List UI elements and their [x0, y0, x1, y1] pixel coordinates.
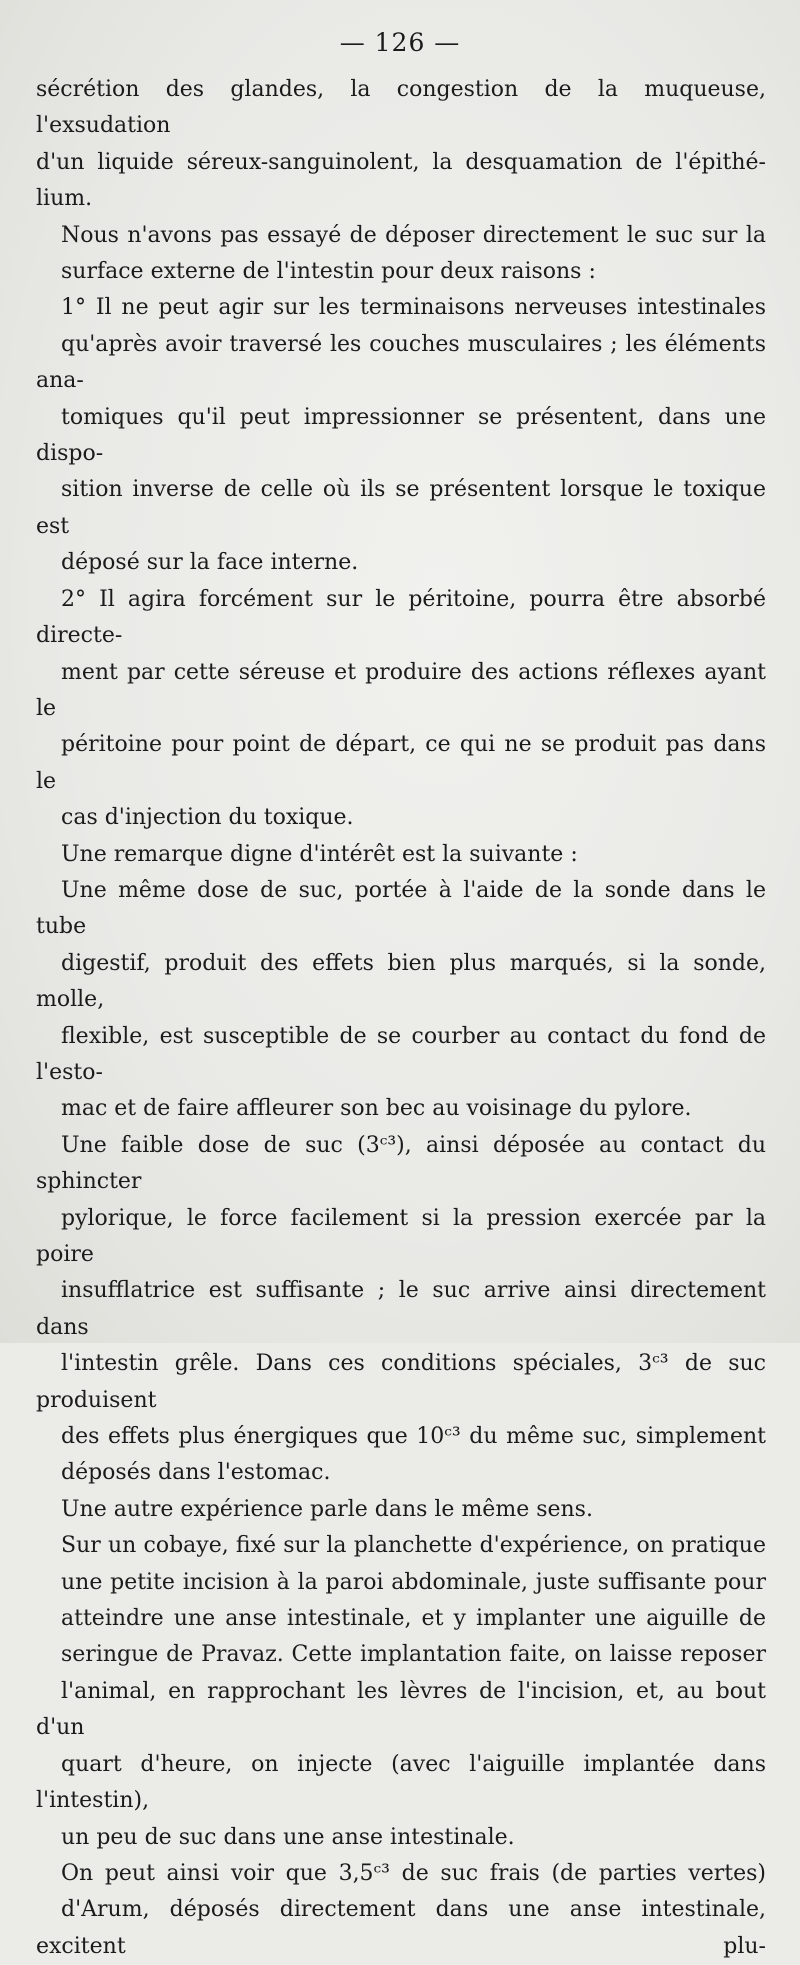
text-line: atteindre une anse intestinale, et y implanter une aiguille de	[61, 1606, 766, 1632]
paragraph	[36, 1856, 766, 1965]
text-line: flexible, est susceptible de se courber au contact du fond de l'esto-	[36, 1023, 766, 1085]
text-line: lium.	[36, 186, 93, 212]
text-line: un peu de suc dans une anse intestinale.	[61, 1824, 515, 1850]
text-line: Une faible dose de suc (3ᶜ³), ainsi déposée au contact du sphincter	[36, 1132, 766, 1195]
text-line: pylorique, le force facilement si la pression exercée par la poire	[36, 1205, 766, 1267]
text-line: d'un liquide séreux-sanguinolent, la desquamation de l'épithé-	[36, 149, 766, 175]
text-line: insufflatrice est suffisante ; le suc arrive ainsi directement dans	[36, 1278, 766, 1340]
text-line: ment par cette séreuse et produire des actions réflexes ayant le	[36, 659, 766, 721]
paragraph	[36, 873, 766, 1128]
paragraph	[36, 837, 766, 873]
text-line: des effets plus énergiques que 10ᶜ³ du même suc, simplement	[61, 1424, 766, 1450]
text-line: l'animal, en rapprochant les lèvres de l'incision, et, au bout d'un	[36, 1678, 766, 1741]
page-number: — 126 —	[339, 28, 461, 57]
paragraph	[36, 1128, 766, 1492]
text-line: On peut ainsi voir que 3,5ᶜ³ de suc frais (de parties vertes)	[61, 1860, 766, 1886]
text-line: déposé sur la face interne.	[61, 550, 359, 576]
paragraph	[36, 72, 766, 218]
text-line: l'intestin grêle. Dans ces conditions spéciales, 3ᶜ³ de suc produisent	[36, 1351, 766, 1413]
text-line: d'Arum, déposés directement dans une anse intestinale, excitent plu-	[36, 1897, 766, 1959]
text-line: cas d'injection du toxique.	[61, 805, 354, 831]
text-line: surface externe de l'intestin pour deux raisons :	[61, 259, 596, 285]
text-line: Une autre expérience parle dans le même sens.	[61, 1496, 593, 1522]
text-line: sécrétion des glandes, la congestion de la muqueuse, l'exsudation	[36, 77, 766, 139]
paragraph	[36, 582, 766, 837]
text-line: seringue de Pravaz. Cette implantation faite, on laisse reposer	[61, 1642, 766, 1668]
text-line: tomiques qu'il peut impressionner se présentent, dans une dispo-	[36, 404, 766, 467]
body-text	[36, 72, 766, 1965]
text-line: Nous n'avons pas essayé de déposer directement le suc sur la	[61, 222, 766, 248]
text-line: Une remarque digne d'intérêt est la suivante :	[61, 841, 578, 867]
text-line: une petite incision à la paroi abdominale, juste suffisante pour	[61, 1569, 766, 1595]
text-line: 2° Il agira forcément sur le péritoine, pourra être absorbé directe-	[36, 586, 766, 649]
text-line: mac et de faire affleurer son bec au voisinage du pylore.	[61, 1096, 692, 1122]
paragraph	[36, 218, 766, 291]
paragraph	[36, 1492, 766, 1528]
text-line: péritoine pour point de départ, ce qui ne se produit pas dans le	[36, 732, 766, 794]
paragraph	[36, 290, 766, 581]
text-line: qu'après avoir traversé les couches musculaires ; les éléments ana-	[36, 331, 766, 394]
text-line: déposés dans l'estomac.	[61, 1460, 331, 1486]
text-line: Une même dose de suc, portée à l'aide de la sonde dans le tube	[36, 877, 766, 940]
text-line: quart d'heure, on injecte (avec l'aiguille implantée dans l'intestin),	[36, 1751, 766, 1814]
text-line: sition inverse de celle où ils se présentent lorsque le toxique est	[36, 477, 766, 539]
text-line: digestif, produit des effets bien plus marqués, si la sonde, molle,	[36, 950, 766, 1013]
text-line: 1° Il ne peut agir sur les terminaisons nerveuses intestinales	[61, 295, 766, 321]
paragraph	[36, 1528, 766, 1856]
text-line: Sur un cobaye, fixé sur la planchette d'expérience, on pratique	[61, 1533, 766, 1559]
